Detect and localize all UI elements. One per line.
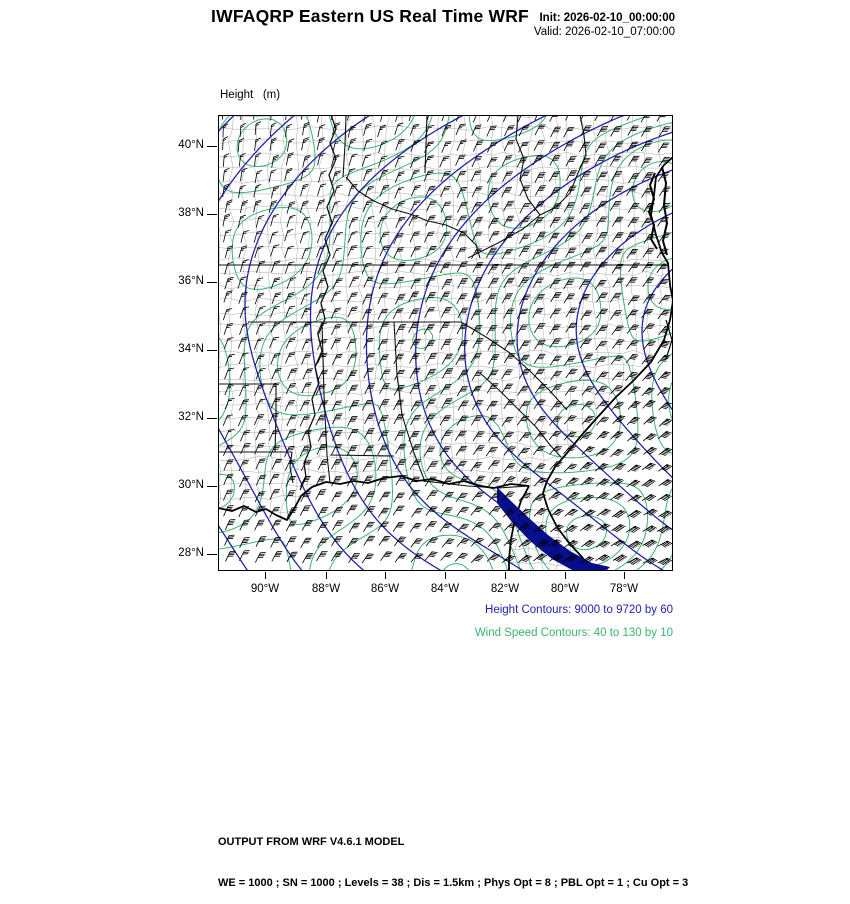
lon-axis-label: 78°W [609, 583, 639, 595]
legend-height: Height (m) [220, 89, 281, 101]
init-time-label: Init: 2026-02-10_00:00:00 [539, 12, 675, 24]
lon-axis-label: 86°W [370, 583, 400, 595]
lon-tick [265, 572, 266, 579]
lon-tick [445, 572, 446, 579]
lon-tick [385, 572, 386, 579]
lon-tick [326, 572, 327, 579]
lon-axis-label: 84°W [430, 583, 460, 595]
footer-line1: OUTPUT FROM WRF V4.6.1 MODEL [218, 836, 405, 848]
lon-tick [624, 572, 625, 579]
lat-tick [207, 146, 217, 147]
lat-tick [207, 418, 217, 419]
lon-axis-label: 90°W [250, 583, 280, 595]
page-title: IWFAQRP Eastern US Real Time WRF [211, 6, 529, 26]
lon-tick [505, 572, 506, 579]
lat-axis-label: 28°N [178, 547, 204, 559]
lon-axis-label: 82°W [490, 583, 520, 595]
run-time-block [534, 11, 675, 39]
model-info-footer [218, 809, 688, 904]
wind-speed-contour-caption: Wind Speed Contours: 40 to 130 by 10 [474, 627, 673, 639]
lat-tick [207, 214, 217, 215]
lat-tick [207, 282, 217, 283]
lon-axis-label: 80°W [550, 583, 580, 595]
lat-axis-label: 32°N [178, 411, 204, 423]
lat-axis-label: 34°N [178, 343, 204, 355]
lon-tick [565, 572, 566, 579]
lat-axis-label: 40°N [178, 139, 204, 151]
valid-time-label: Valid: 2026-02-10_07:00:00 [533, 26, 675, 38]
height-contour-caption: Height Contours: 9000 to 9720 by 60 [485, 604, 673, 616]
weather-map [218, 115, 673, 571]
footer-line2: WE = 1000 ; SN = 1000 ; Levels = 38 ; Dis = 1.5km ; Phys Opt = 8 ; PBL Opt = 1 ; Cu Opt = 3 [218, 876, 689, 889]
lat-axis-label: 36°N [178, 275, 204, 287]
lat-axis-label: 38°N [178, 207, 204, 219]
weather-map-canvas [218, 115, 673, 571]
lat-tick [207, 486, 217, 487]
lat-tick [207, 350, 217, 351]
lat-tick [207, 554, 217, 555]
lon-axis-label: 88°W [311, 583, 341, 595]
lat-axis-label: 30°N [178, 479, 204, 491]
